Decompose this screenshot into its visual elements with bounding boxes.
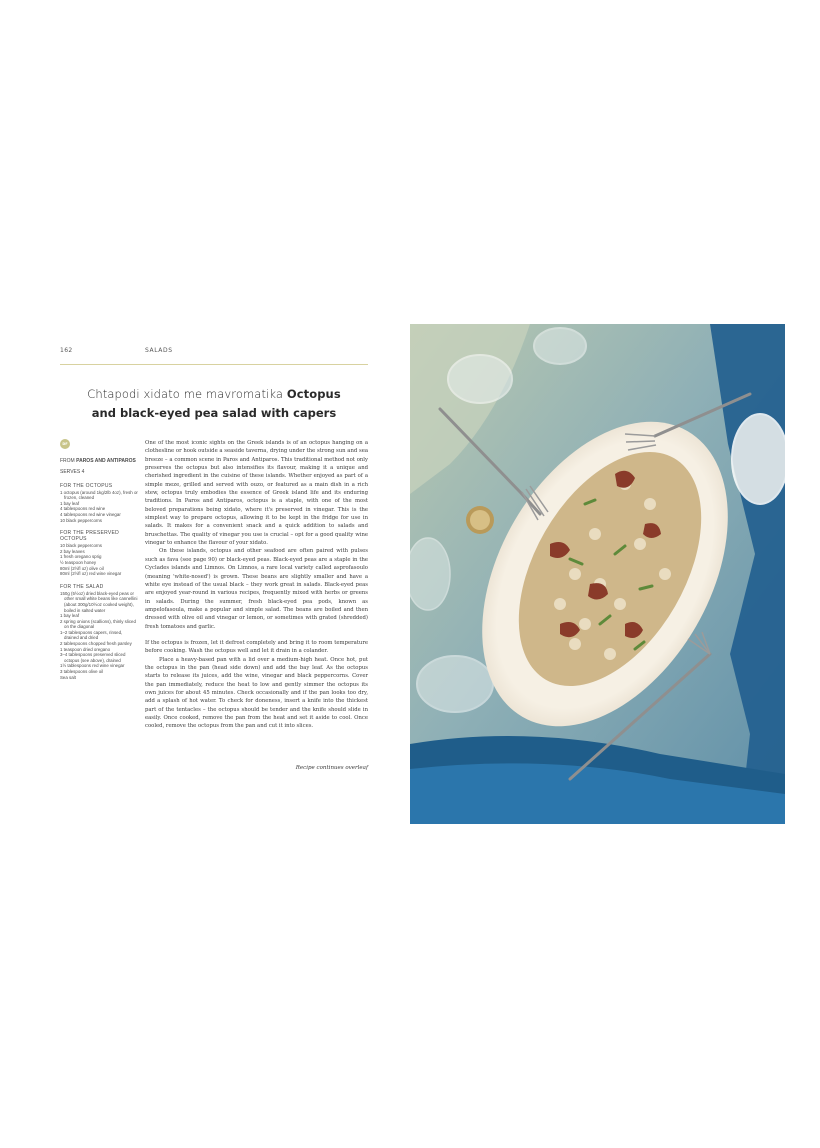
title-english-rest: and black-eyed pea salad with capers [91,406,337,420]
title-greek: Chtapodi xidato me mavromatika [87,387,284,401]
ingredient-item: 2 tablespoons chopped fresh parsley [60,641,132,647]
ingredient-item: 2 bay leaves [60,548,85,554]
intro-paragraph-2: On these islands, octopus and other seafood are often paired with pulses such as fava (see page 90) or black-eyed peas. Black-eyed peas are a staple in the Cyclades islands and Limnos. On Limnos, a rare local variety called asprofasoulo (meaning 'white-nosed') is grown. These beans are slightly smaller and have a white eye instead of the usual black – they work great in salads. Black-eyed peas are enjoyed year-round in various recipes, frequently mixed with herbs or greens in salads. During the summer, fresh black-eyed pea pods, known as ampelofasoula, make a popular and simple salad. The beans are boiled and then dressed with olive oil and vinegar or lemon, or sometimes with grated (shredded) fresh tomatoes and garlic. [145,548,368,630]
ingredient-item: 4 tablespoons red wine [60,506,106,512]
header-rule [60,364,368,365]
page-number: 162 [60,347,73,354]
ingredient-item: 2 spring onions (scallions), thinly sliced on the diagonal [60,618,136,630]
serves: SERVES 4 [60,469,85,475]
ingredient-group-heading: FOR THE SALAD [60,583,104,590]
ingredient-group-heading: FOR THE OCTOPUS [60,482,113,489]
ingredient-item: Sea salt [60,674,76,680]
ingredient-item: 3 tablespoons olive oil [60,669,104,675]
method-paragraph-1: If the octopus is frozen, let it defrost completely and bring it to room temperature before cooking. Wash the octopus well and let it drain in a colander. [145,639,368,655]
ingredients-column [60,458,138,680]
ingredient-item: 4 tablespoons red wine vinegar [60,511,121,517]
ingredient-group-heading: FOR THE PRESERVED OCTOPUS [60,530,120,543]
ingredient-item: 150g (5½oz) dried black-eyed peas or other small white beans like cannellini (about 300g/10½oz cooked weight), boiled in salted water [60,590,138,613]
body-text [145,439,368,731]
title-english-first: Octopus [286,387,341,401]
ingredient-item: 1 octopus (around 1kg/2lb 4oz), fresh or frozen, cleaned [60,489,138,501]
origin-prefix: FROM [60,458,75,464]
ingredient-group [60,530,138,577]
ingredient-item: 1 fresh oregano sprig [60,554,102,560]
ingredient-item: 1½ tablespoons red wine vinegar [60,663,125,669]
ingredient-groups [60,483,138,681]
origin-place: PAROS AND ANTIPAROS [76,458,136,464]
ingredient-item: ½ teaspoon honey [60,559,97,565]
ingredient-item: 1 teaspoon dried oregano [60,646,111,652]
origin [60,458,138,464]
ingredient-group [60,483,138,524]
ingredient-group [60,584,138,681]
method-paragraph-2: Place a heavy-based pan with a lid over a medium-high heat. Once hot, put the octopus in the pan (head side down) and add the bay leaf. As the octopus starts to release its juices, add the wine, vinegar and black peppercorns. Cover the pan immediately, reduce the heat to low and gently simmer the octopus its own juices for about 45 minutes. Check occasionally and if the pan looks too dry, add a splash of hot water. To check for doneness, insert a knife into the thickest part of the tentacles – the octopus should be tender and the knife should slide in easily. Once cooked, remove the pan from the heat and set it aside to cool. Once cooled, remove the octopus from the pan and cut it into slices. [145,656,368,730]
ingredient-item: 1 bay leaf [60,500,80,506]
ingredient-item: 1–2 tablespoons capers, rinsed, drained and dried [60,629,123,641]
section-title: SALADS [145,347,173,354]
ingredient-item: 80ml (2½fl oz) red wine vinegar [60,571,122,577]
ingredient-item: 10 black peppercorns [60,543,102,549]
continues-note: Recipe continues overleaf [295,765,368,771]
ingredient-item: 80ml (2½fl oz) olive oil [60,565,104,571]
intro-paragraph-1: One of the most iconic sights on the Greek islands is of an octopus hanging on a clothesline or hook outside a seaside taverna, drying under the strong sun and sea breeze – a common scene in Paros and Antiparos. This traditional method not only preserves the octopus but also intensifies its flavour, making it a unique and cherished ingredient in the cuisine of these islands. Whether enjoyed as part of a simple meze, grilled and served with ouzo, or featured as a main dish in a rich stew, octopus truly embodies the essence of Greek island life and its enduring traditions. In Paros and Antiparos, octopus is a staple, with one of the most beloved preparations being xidato, where it's preserved in vinegar. This is the simplest way to prepare octopus, allowing it to be kept in the fridge for use in salads. It makes for a convenient snack and a quick addition to salads and bruschettas. The quality of vinegar you use is crucial – opt for a good quality wine vinegar to enhance the flavour of your xidato. [145,440,368,547]
recipe-title [60,385,368,423]
dairy-free-badge: DF [60,439,70,449]
ingredient-item: 3–4 tablespoons preserved sliced octopus (see above), drained [60,652,126,663]
ingredient-item: 10 black peppercorns [60,517,102,523]
ingredient-item: 1 bay leaf [60,613,80,619]
octopus-salad-photo [410,324,785,824]
